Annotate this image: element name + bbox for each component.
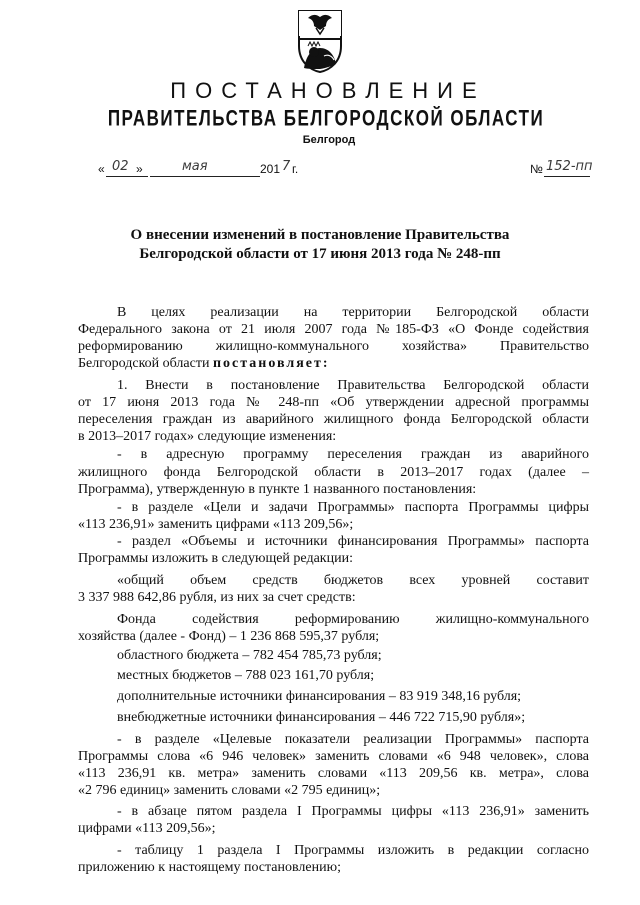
body-line: местных бюджетов – 788 023 161,70 рубля; (117, 668, 375, 683)
body-line: «общий объем средств бюджетов всех уровней составит (117, 573, 589, 588)
body-line: - в адресную программу переселения граждан из аварийного (117, 447, 589, 462)
body-line: 1. Внести в постановление Правительства Белгородской области (117, 378, 589, 393)
body-line: «113 236,91 кв. метра» заменить словами «113 209,56 кв. метра», слова (78, 766, 589, 781)
body-line: приложению к настоящему постановлению; (78, 860, 341, 875)
body-line: Федерального закона от 21 июля 2007 года №185-ФЗ «О Фонде содействия (78, 322, 589, 337)
number-label: № (530, 162, 543, 176)
document-title: ПОСТАНОВЛЕНИЕ (170, 78, 486, 103)
body-line: - раздел «Объемы и источники финансирования Программы» паспорта (117, 534, 589, 549)
body-line: областного бюджета – 782 454 785,73 рубля; (117, 648, 382, 663)
body-line: 3 337 988 642,86 рубля, из них за счет средств: (78, 590, 356, 605)
body-line (78, 355, 589, 372)
body-line: дополнительные источники финансирования – 83 919 348,16 рубля; (117, 689, 522, 704)
date-open-quote: « (98, 162, 105, 176)
body-line: «113 236,91» заменить цифрами «113 209,56»; (78, 517, 354, 532)
body-line: цифрами «113 209,56»; (78, 821, 216, 836)
number-underline (544, 176, 590, 177)
body-line: Программы изложить в следующей редакции: (78, 551, 353, 566)
date-year: 201 (260, 162, 281, 176)
document-subtitle: ПРАВИТЕЛЬСТВА БЕЛГОРОДСКОЙ ОБЛАСТИ (107, 106, 545, 131)
body-line: в 2013–2017 годах» следующие изменения: (78, 429, 337, 444)
body-line: Фонда содействия реформированию жилищно-коммунального (117, 612, 589, 627)
body-line: - в разделе «Целевые показатели реализации Программы» паспорта (117, 732, 589, 747)
date-month: мая (182, 159, 208, 174)
month-underline (150, 176, 260, 177)
coat-of-arms-icon (296, 8, 344, 74)
date-year-hand: 7 (282, 159, 291, 174)
body-line: Программа), утвержденную в пункте 1 названного постановления: (78, 482, 477, 497)
date-day: 02 (112, 159, 129, 174)
document-subject (0, 226, 640, 264)
body-line: жилищного фонда Белгородской области в 2013–2017 годах (далее – (78, 465, 589, 480)
date-line (0, 160, 640, 180)
body-line: - в абзаце пятом раздела I Программы цифры «113 236,91» заменить (117, 804, 589, 819)
subject-line: О внесении изменений в постановление Правительства (130, 227, 510, 243)
body-text: Белгородской области (78, 356, 213, 371)
body-line: В целях реализации на территории Белгородской области (117, 305, 589, 320)
body-line: от 17 июня 2013 года № 248-пп «Об утверждении адресной программы (78, 395, 589, 410)
body-line: Программы слова «6 946 человек» заменить словами «6 948 человек», слова (78, 749, 589, 764)
date-year-suffix: г. (292, 162, 299, 176)
body-line: внебюджетные источники финансирования – 446 722 715,90 рубля»; (117, 710, 526, 725)
day-underline (106, 176, 148, 177)
resolution-word: постановляет: (212, 356, 330, 371)
body-line: переселения граждан из аварийного жилищного фонда Белгородской области (78, 412, 589, 427)
body-line: хозяйства (далее - Фонд) – 1 236 868 595,37 рубля; (78, 629, 380, 644)
body-line: «2 796 единиц» заменить словами «2 795 единиц»; (78, 783, 381, 798)
body-line: - таблицу 1 раздела I Программы изложить в редакции согласно (117, 843, 589, 858)
document-number: 152-пп (546, 159, 593, 174)
subject-line: Белгородской области от 17 июня 2013 года № 248-пп (139, 246, 501, 262)
body-line: - в разделе «Цели и задачи Программы» паспорта Программы цифры (117, 500, 589, 515)
city-name: Белгород (302, 134, 356, 146)
date-close-quote: » (136, 162, 143, 176)
body-line: реформированию жилищно-коммунального хозяйства» Правительство (78, 339, 589, 354)
